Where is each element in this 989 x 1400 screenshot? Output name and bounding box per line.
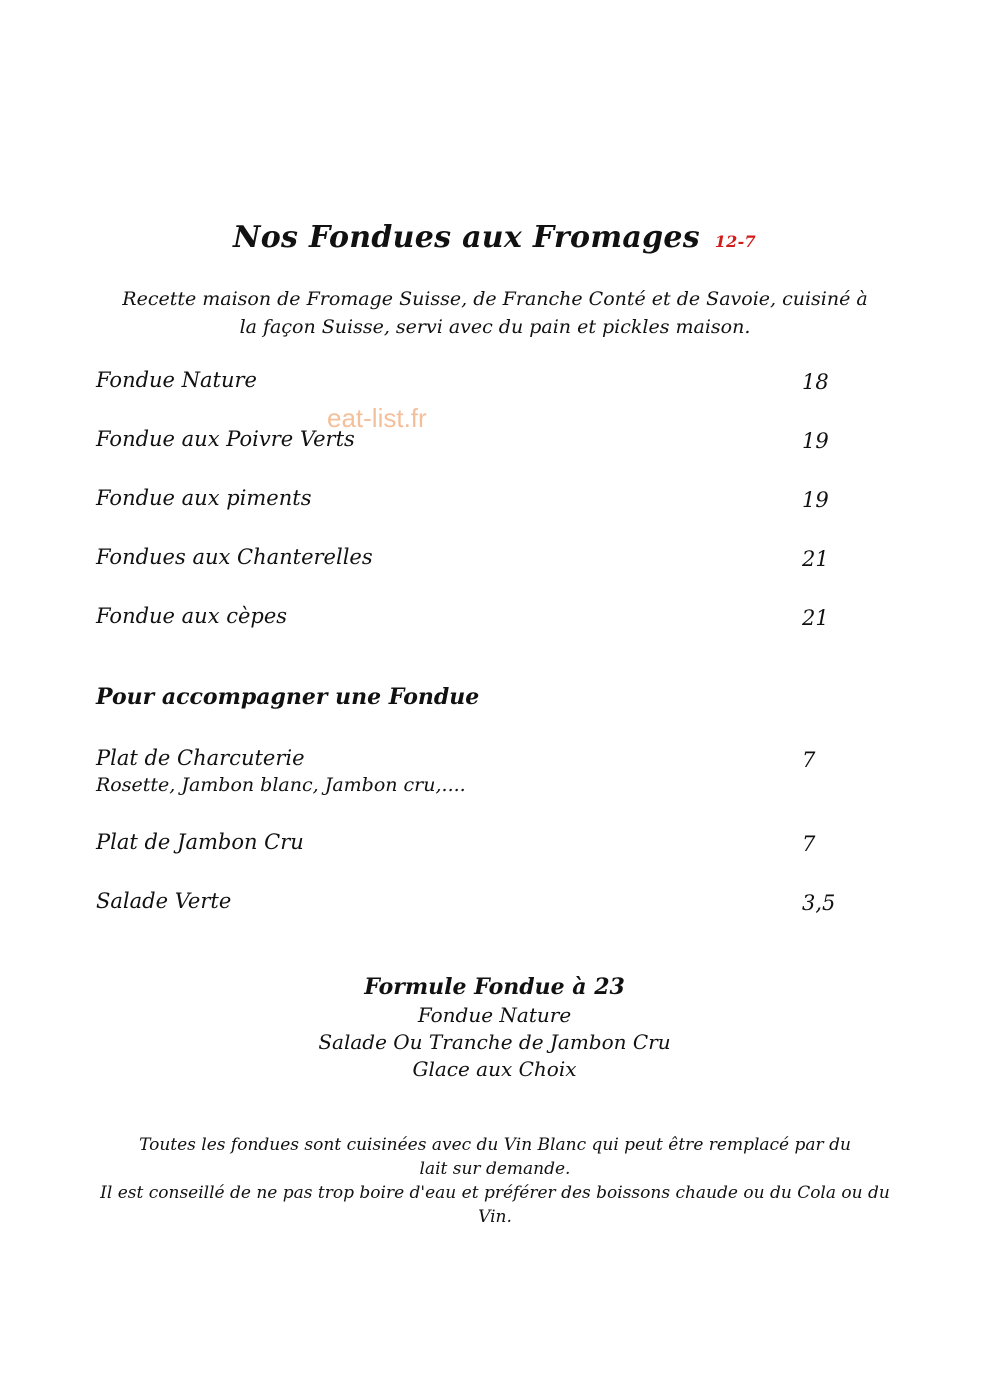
note-line-4: Vin.: [478, 1207, 512, 1227]
note-line-3: Il est conseillé de ne pas trop boire d'eau et préférer des boissons chaude ou du Cola ou du: [100, 1183, 890, 1203]
intro-line-2: la façon Suisse, servi avec du pain et pickles maison.: [239, 316, 751, 338]
section-heading-accompaniments: Pour accompagner une Fondue: [96, 684, 480, 710]
menu-item-price: 7: [802, 832, 816, 856]
menu-item-price: 18: [802, 370, 829, 394]
menu-item-name: Fondue aux piments: [96, 486, 312, 510]
formula-title: Formule Fondue à 23: [364, 974, 625, 1000]
formula-line: Fondue Nature: [417, 1003, 572, 1027]
menu-item-name: Fondues aux Chanterelles: [96, 545, 373, 569]
menu-item-name: Salade Verte: [96, 889, 232, 913]
menu-item-description: Rosette, Jambon blanc, Jambon cru,....: [96, 774, 466, 796]
formula-line: Salade Ou Tranche de Jambon Cru: [318, 1030, 671, 1054]
menu-item-price: 7: [802, 748, 816, 772]
title-code: 12-7: [714, 232, 756, 251]
formula-block: [0, 972, 989, 1083]
menu-item-name: Fondue aux Poivre Verts: [96, 427, 355, 451]
menu-item-name: Plat de Jambon Cru: [96, 830, 304, 854]
menu-item-price: 19: [802, 429, 829, 453]
title-text: Nos Fondues aux Fromages: [233, 220, 700, 255]
note-line-1: Toutes les fondues sont cuisinées avec du Vin Blanc qui peut être remplacé par du: [139, 1135, 851, 1155]
menu-item-price: 19: [802, 488, 829, 512]
intro-text: [90, 285, 900, 341]
menu-item-price: 3,5: [802, 891, 836, 915]
intro-line-1: Recette maison de Fromage Suisse, de Franche Conté et de Savoie, cuisiné à: [122, 288, 868, 310]
menu-item-name: Fondue Nature: [96, 368, 257, 392]
menu-item-price: 21: [802, 547, 829, 571]
menu-item-name: Fondue aux cèpes: [96, 604, 288, 628]
note-line-2: lait sur demande.: [419, 1159, 571, 1179]
menu-item-price: 21: [802, 606, 829, 630]
page-title: [0, 220, 989, 255]
menu-item-name: Plat de Charcuterie: [96, 746, 305, 770]
formula-line: Glace aux Choix: [412, 1057, 577, 1081]
watermark: eat-list.fr: [327, 403, 427, 433]
footer-notes: [95, 1133, 895, 1229]
